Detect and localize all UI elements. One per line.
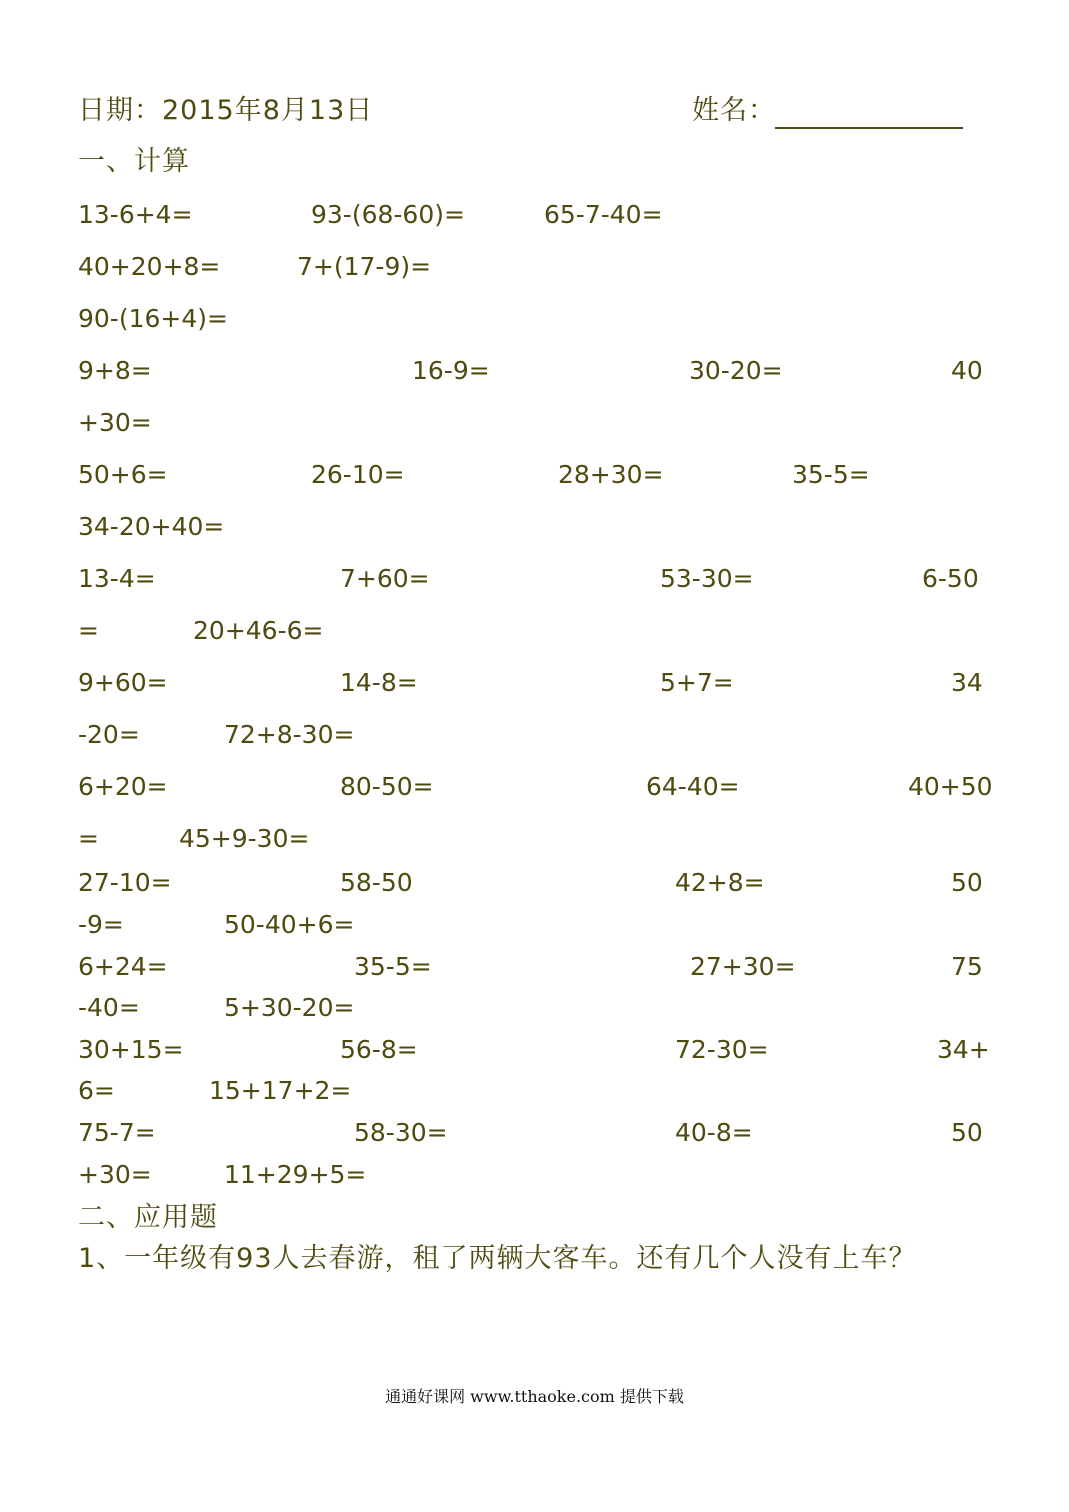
expr: 27-10= [78, 868, 172, 897]
expr: 40-8= [675, 1118, 753, 1147]
expr: 35-5= [354, 952, 432, 981]
expr: 50 [951, 1118, 983, 1147]
expr: +30= [78, 408, 152, 437]
expr: 16-9= [412, 356, 490, 385]
expr: 58-30= [354, 1118, 448, 1147]
expr: 14-8= [340, 668, 418, 697]
expr: 72+8-30= [224, 720, 355, 749]
expr: 20+46-6= [193, 616, 324, 645]
expr: 13-6+4= [78, 200, 193, 229]
expr: 6= [78, 1076, 115, 1105]
expr: 50+6= [78, 460, 168, 489]
expr: 5+7= [660, 668, 734, 697]
expr: 75 [951, 952, 983, 981]
expr: 7+(17-9)= [297, 252, 432, 281]
expr: 9+8= [78, 356, 152, 385]
expr: 45+9-30= [179, 824, 310, 853]
expr: 75-7= [78, 1118, 156, 1147]
expr: -40= [78, 993, 140, 1022]
expr: = [78, 824, 99, 853]
expr: 65-7-40= [544, 200, 663, 229]
expr: 50 [951, 868, 983, 897]
expr: 5+30-20= [224, 993, 355, 1022]
expr: 34-20+40= [78, 512, 225, 541]
expr: 35-5= [792, 460, 870, 489]
expr: 58-50 [340, 868, 413, 897]
expr: 42+8= [675, 868, 765, 897]
expr: 6-50 [922, 564, 979, 593]
expr: +30= [78, 1160, 152, 1189]
expr: 40+20+8= [78, 252, 221, 281]
expr: 40 [951, 356, 983, 385]
expr: 93-(68-60)= [311, 200, 465, 229]
expr: 53-30= [660, 564, 754, 593]
expr: -9= [78, 910, 124, 939]
expr: 40+50 [908, 772, 993, 801]
section2-title: 二、应用题 [78, 1202, 218, 1233]
expr: 56-8= [340, 1035, 418, 1064]
expr: 13-4= [78, 564, 156, 593]
expr: 11+29+5= [224, 1160, 367, 1189]
expr: 72-30= [675, 1035, 769, 1064]
question-1: 1、一年级有93人去春游，租了两辆大客车。还有几个人没有上车？ [78, 1243, 917, 1274]
expr: 7+60= [340, 564, 430, 593]
expr: = [78, 616, 99, 645]
expr: 34 [951, 668, 983, 697]
expr: 9+60= [78, 668, 168, 697]
expr: 30-20= [689, 356, 783, 385]
expr: 30+15= [78, 1035, 184, 1064]
expr: 28+30= [558, 460, 664, 489]
expr: -20= [78, 720, 140, 749]
expr: 15+17+2= [209, 1076, 352, 1105]
expr: 27+30= [690, 952, 796, 981]
expr: 90-(16+4)= [78, 304, 228, 333]
expr: 6+20= [78, 772, 168, 801]
date-label: 日期：2015年8月13日 [78, 95, 374, 126]
name-blank-line [775, 127, 963, 129]
footer-credit: 通通好课网 www.tthaoke.com 提供下载 [385, 1387, 684, 1406]
expr: 64-40= [646, 772, 740, 801]
expr: 6+24= [78, 952, 168, 981]
name-label: 姓名： [692, 95, 776, 126]
expr: 80-50= [340, 772, 434, 801]
expr: 34+ [937, 1035, 990, 1064]
expr: 50-40+6= [224, 910, 355, 939]
section1-title: 一、计算 [78, 146, 190, 177]
expr: 26-10= [311, 460, 405, 489]
